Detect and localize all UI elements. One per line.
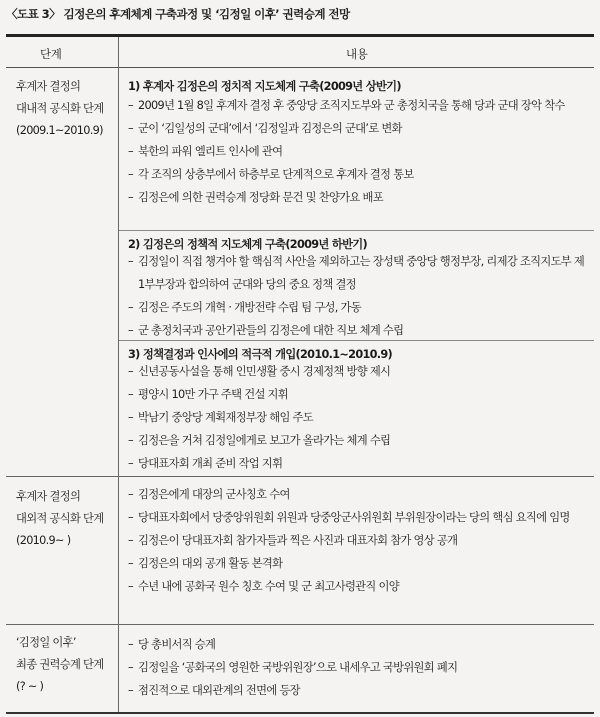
section-divider	[119, 230, 594, 231]
row-divider	[6, 624, 594, 625]
stage-line: (? ~ )	[16, 680, 44, 693]
section-heading-1: 1) 후계자 김정은의 정치적 지도체계 구축(2009년 상반기)	[128, 80, 401, 93]
stage-line: (2009.1~2010.9)	[16, 124, 103, 137]
section-heading-3: 3) 정책결정과 인사에의 적극적 개입(2010.1~2010.9)	[128, 348, 393, 361]
list-item: – 수년 내에 공화국 원수 칭호 수여 및 군 최고사령관직 이양	[128, 575, 590, 598]
header-rule	[6, 67, 594, 68]
list-item: – 당대표자회 개최 준비 작업 지휘	[128, 452, 590, 475]
list-item: – 김정은 주도의 개혁 · 개방전략 수립 팀 구성, 가동	[128, 296, 590, 319]
stage-line: 대내적 공식화 단계	[16, 102, 104, 115]
list-item: – 박남기 중앙당 계획재정부장 해임 주도	[128, 406, 590, 429]
list-item: – 김정일이 직접 챙겨야 할 핵심적 사안을 제외하고는 장성택 중앙당 행정부장, 리제강 조직지도부 제1부부장과 합의하여 군대와 당의 중요 정책 결정	[128, 250, 590, 296]
row-3-list	[128, 633, 590, 702]
row-2-list	[128, 483, 590, 598]
top-rule	[6, 34, 594, 37]
stage-line: (2010.9~ )	[16, 534, 71, 547]
list-item: – 당대표자회에서 당중앙위원회 위원과 당중앙군사위원회 부위원장이라는 당의 핵심 요직에 임명	[128, 506, 590, 529]
list-item: – 점진적으로 대외관계의 전면에 등장	[128, 679, 590, 702]
list-item: – 2009년 1월 8일 후계자 결정 후 중앙당 조직지도부와 군 총정치국을 통해 당과 군대 장악 착수	[128, 94, 590, 117]
stage-line: 후계자 결정의	[16, 80, 81, 93]
list-item: – 김정은을 거쳐 김정일에게로 보고가 올라가는 체계 수립	[128, 429, 590, 452]
list-item: – 김정은의 대외 공개 활동 본격화	[128, 552, 590, 575]
list-item: – 김정은이 당대표자회 참가자들과 찍은 사진과 대표자회 참가 영상 공개	[128, 529, 590, 552]
stage-line: 대외적 공식화 단계	[16, 512, 104, 525]
section-list-3	[128, 360, 590, 475]
column-divider	[118, 37, 119, 712]
list-item: – 당 총비서직 승계	[128, 633, 590, 656]
stage-line: ‘김정일 이후’	[16, 636, 76, 649]
list-item: – 신년공동사설을 통해 인민생활 중시 경제정책 방향 제시	[128, 360, 590, 383]
stage-cell-1	[16, 76, 116, 142]
list-item: – 군이 ‘김일성의 군대’에서 ‘김정일과 김정은의 군대’로 변화	[128, 117, 590, 140]
stage-line: 최종 권력승계 단계	[16, 658, 104, 671]
list-item: – 각 조직의 상층부에서 하층부로 단계적으로 후계자 결정 통보	[128, 163, 590, 186]
section-heading-2: 2) 김정은의 정책적 지도체계 구축(2009년 하반기)	[128, 238, 367, 251]
list-item: – 김정일을 ‘공화국의 영원한 국방위원장’으로 내세우고 국방위원회 폐지	[128, 656, 590, 679]
table-title: 〈도표 3〉 김정은의 후계체계 구축과정 및 ‘김정일 이후’ 권력승계 전망	[6, 7, 350, 21]
list-item: – 평양시 10만 가구 주택 건설 지휘	[128, 383, 590, 406]
list-item: – 김정은에게 대장의 군사칭호 수여	[128, 483, 590, 506]
stage-cell-3	[16, 632, 116, 698]
list-item: – 군 총정치국과 공안기관들의 김정은에 대한 직보 체계 수립	[128, 319, 590, 342]
stage-cell-2	[16, 486, 116, 552]
list-item: – 김정은에 의한 권력승계 정당화 문건 및 찬양가요 배포	[128, 186, 590, 209]
stage-line: 후계자 결정의	[16, 490, 81, 503]
row-divider	[6, 476, 594, 477]
list-item: – 북한의 파워 엘리트 인사에 관여	[128, 140, 590, 163]
header-content: 내용	[346, 47, 368, 61]
bottom-rule	[6, 712, 594, 714]
section-divider	[119, 340, 594, 341]
section-list-1	[128, 94, 590, 209]
section-list-2	[128, 250, 590, 342]
header-stage: 단계	[40, 47, 62, 61]
